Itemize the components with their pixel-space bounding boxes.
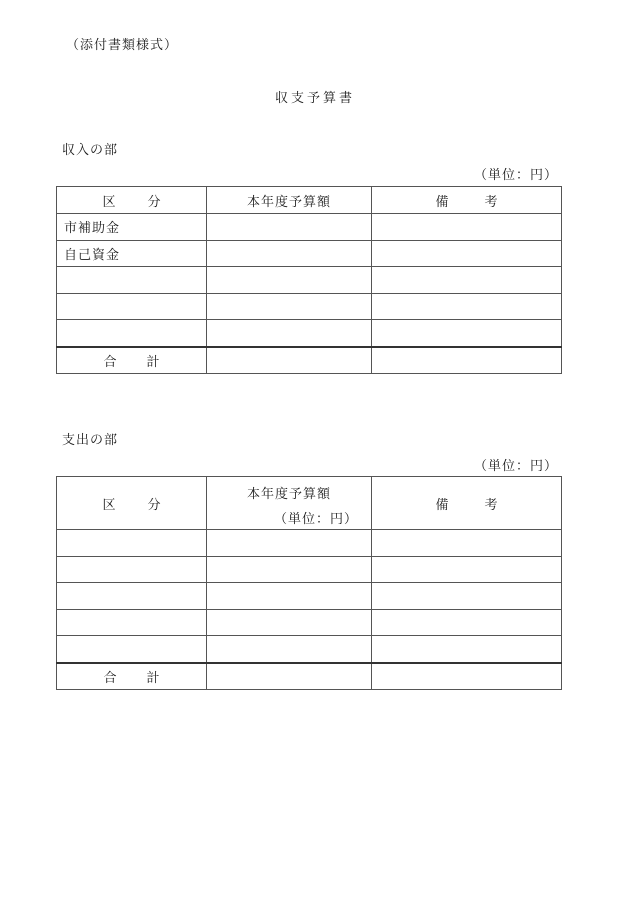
total-char: 合: [103, 354, 117, 370]
income-unit-note: （単位：円）: [473, 168, 558, 183]
total-char: 合: [103, 670, 117, 686]
header-char: 区: [102, 194, 116, 210]
header-char: 考: [484, 194, 498, 210]
expense-amount-cell[interactable]: [207, 583, 372, 610]
expense-item-cell[interactable]: [57, 583, 207, 610]
expense-amount-cell[interactable]: [207, 636, 372, 663]
expense-total-remarks-cell[interactable]: [372, 663, 562, 690]
income-total-label: [57, 347, 207, 374]
income-budget-table: [56, 186, 562, 374]
total-char: 計: [146, 354, 160, 370]
income-remarks-cell[interactable]: [372, 293, 562, 320]
total-char: 計: [146, 670, 160, 686]
income-amount-cell[interactable]: [207, 320, 372, 347]
header-char: 分: [147, 194, 161, 210]
expense-total-amount-cell[interactable]: [207, 663, 372, 690]
income-total-row: [57, 347, 562, 374]
expense-header-budget-label: 本年度予算額: [246, 487, 331, 502]
income-header-row: [57, 187, 562, 214]
income-item-cell[interactable]: 市補助金: [57, 214, 207, 241]
expense-unit-note: （単位：円）: [473, 459, 558, 474]
income-amount-cell[interactable]: [207, 240, 372, 267]
expense-header-category: [57, 477, 207, 530]
table-row: [57, 214, 562, 241]
document-title: 収支予算書: [274, 91, 355, 106]
expense-header-budget-unit: （単位：円）: [273, 512, 358, 527]
income-header-budget: 本年度予算額: [207, 187, 372, 214]
expense-remarks-cell[interactable]: [372, 556, 562, 583]
expense-amount-cell[interactable]: [207, 530, 372, 557]
expense-budget-table: [56, 476, 562, 690]
income-header-remarks: [372, 187, 562, 214]
income-remarks-cell[interactable]: [372, 320, 562, 347]
expense-total-label: [57, 663, 207, 690]
expense-header-budget: [207, 477, 372, 530]
attachment-format-label: （添付書類様式）: [66, 38, 179, 53]
header-char: 考: [484, 497, 498, 513]
table-row: [57, 267, 562, 294]
income-item-cell[interactable]: [57, 320, 207, 347]
table-row: [57, 240, 562, 267]
expense-amount-cell[interactable]: [207, 556, 372, 583]
income-remarks-cell[interactable]: [372, 267, 562, 294]
table-row: [57, 320, 562, 347]
income-remarks-cell[interactable]: [372, 240, 562, 267]
income-section-heading: 収入の部: [62, 143, 119, 158]
table-row: [57, 530, 562, 557]
expense-remarks-cell[interactable]: [372, 530, 562, 557]
table-row: [57, 583, 562, 610]
header-char: 備: [435, 497, 449, 513]
expense-section-heading: 支出の部: [62, 433, 119, 448]
income-item-cell[interactable]: [57, 293, 207, 320]
income-item-cell[interactable]: [57, 267, 207, 294]
expense-remarks-cell[interactable]: [372, 609, 562, 636]
header-char: 備: [435, 194, 449, 210]
table-row: [57, 293, 562, 320]
income-amount-cell[interactable]: [207, 293, 372, 320]
expense-item-cell[interactable]: [57, 609, 207, 636]
expense-amount-cell[interactable]: [207, 609, 372, 636]
income-header-category: [57, 187, 207, 214]
expense-header-row: [57, 477, 562, 530]
table-row: [57, 556, 562, 583]
expense-item-cell[interactable]: [57, 530, 207, 557]
header-char: 分: [147, 497, 161, 513]
income-total-remarks-cell[interactable]: [372, 347, 562, 374]
income-amount-cell[interactable]: [207, 214, 372, 241]
income-total-amount-cell[interactable]: [207, 347, 372, 374]
income-remarks-cell[interactable]: [372, 214, 562, 241]
expense-remarks-cell[interactable]: [372, 636, 562, 663]
expense-item-cell[interactable]: [57, 556, 207, 583]
table-row: [57, 636, 562, 663]
income-amount-cell[interactable]: [207, 267, 372, 294]
table-row: [57, 609, 562, 636]
expense-remarks-cell[interactable]: [372, 583, 562, 610]
expense-item-cell[interactable]: [57, 636, 207, 663]
expense-total-row: [57, 663, 562, 690]
header-char: 区: [102, 497, 116, 513]
income-item-cell[interactable]: 自己資金: [57, 240, 207, 267]
expense-header-remarks: [372, 477, 562, 530]
